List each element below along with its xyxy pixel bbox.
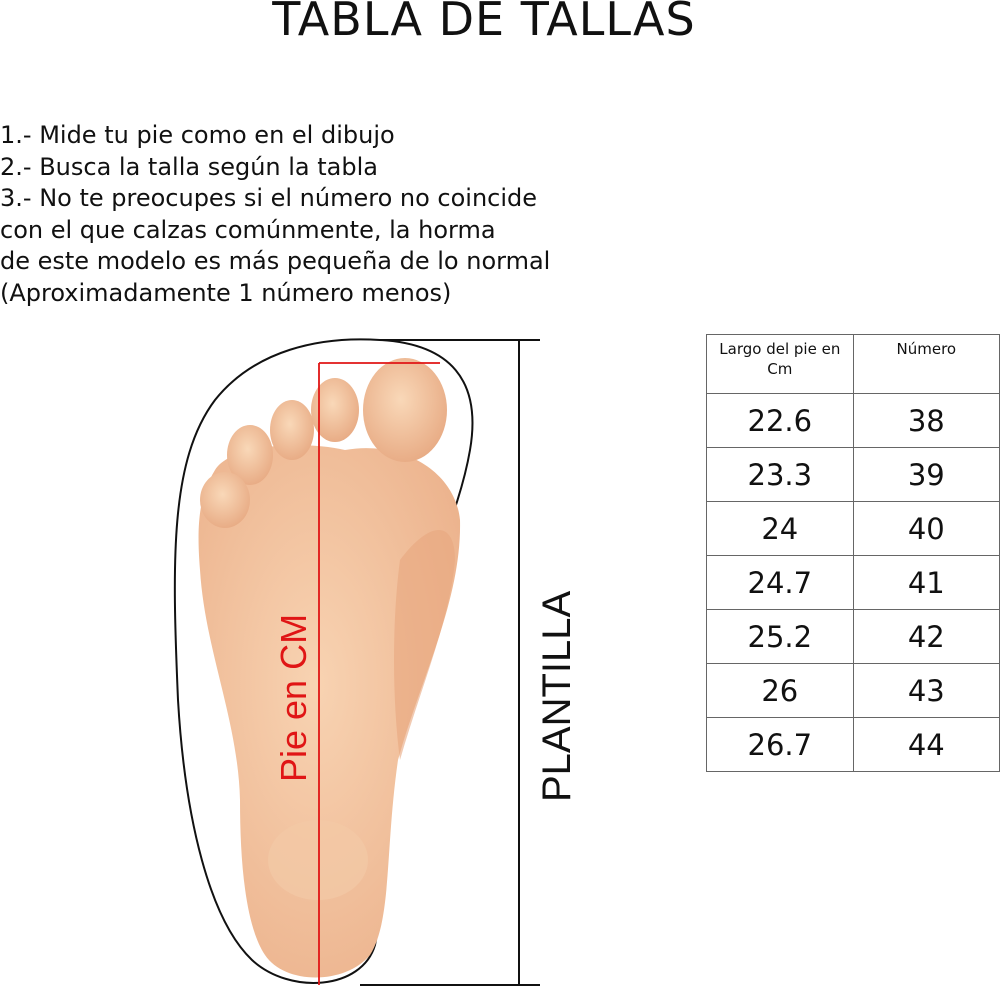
table-row xyxy=(707,394,1000,448)
instruction-line: 1.- Mide tu pie como en el dibujo xyxy=(0,121,395,149)
header-foot-length: Largo del pie en Cm xyxy=(707,335,854,394)
cell-size-number: 43 xyxy=(853,664,999,718)
instruction-line: 2.- Busca la talla según la tabla xyxy=(0,152,378,181)
cell-size-number: 44 xyxy=(853,718,999,772)
foot-length-label: Pie en CM xyxy=(273,613,314,782)
cell-foot-length: 24.7 xyxy=(707,556,854,610)
arch-shadow xyxy=(394,530,455,760)
instruction-line: con el que calzas comúnmente, la horma xyxy=(0,215,496,244)
cell-size-number: 42 xyxy=(853,610,999,664)
table-row xyxy=(707,718,1000,772)
cell-foot-length: 25.2 xyxy=(707,610,854,664)
heel-pad xyxy=(268,820,368,900)
cell-foot-length: 23.3 xyxy=(707,448,854,502)
cell-size-number: 41 xyxy=(853,556,999,610)
toe-big xyxy=(363,358,447,462)
table-header-row xyxy=(707,335,1000,394)
cell-size-number: 40 xyxy=(853,502,999,556)
table-row xyxy=(707,556,1000,610)
cell-size-number: 39 xyxy=(853,448,999,502)
size-table xyxy=(706,334,1000,772)
instruction-line: (Aproximadamente 1 número menos) xyxy=(0,278,452,307)
toe-3 xyxy=(270,400,314,460)
page-title: TABLA DE TALLAS xyxy=(272,0,696,46)
toe-5 xyxy=(200,472,250,528)
cell-foot-length: 24 xyxy=(707,502,854,556)
table-row xyxy=(707,502,1000,556)
instruction-line: de este modelo es más pequeña de lo normal xyxy=(0,247,551,275)
insole-label: PLANTILLA xyxy=(535,590,579,802)
header-size-number: Número xyxy=(853,335,999,394)
table-row xyxy=(707,664,1000,718)
foot-measurement-figure xyxy=(160,330,640,1000)
cell-size-number: 38 xyxy=(853,394,999,448)
cell-foot-length: 22.6 xyxy=(707,394,854,448)
table-row xyxy=(707,610,1000,664)
instructions xyxy=(0,120,560,309)
cell-foot-length: 26 xyxy=(707,664,854,718)
table-row xyxy=(707,448,1000,502)
instruction-line: 3.- No te preocupes si el número no coincide xyxy=(0,184,538,212)
cell-foot-length: 26.7 xyxy=(707,718,854,772)
